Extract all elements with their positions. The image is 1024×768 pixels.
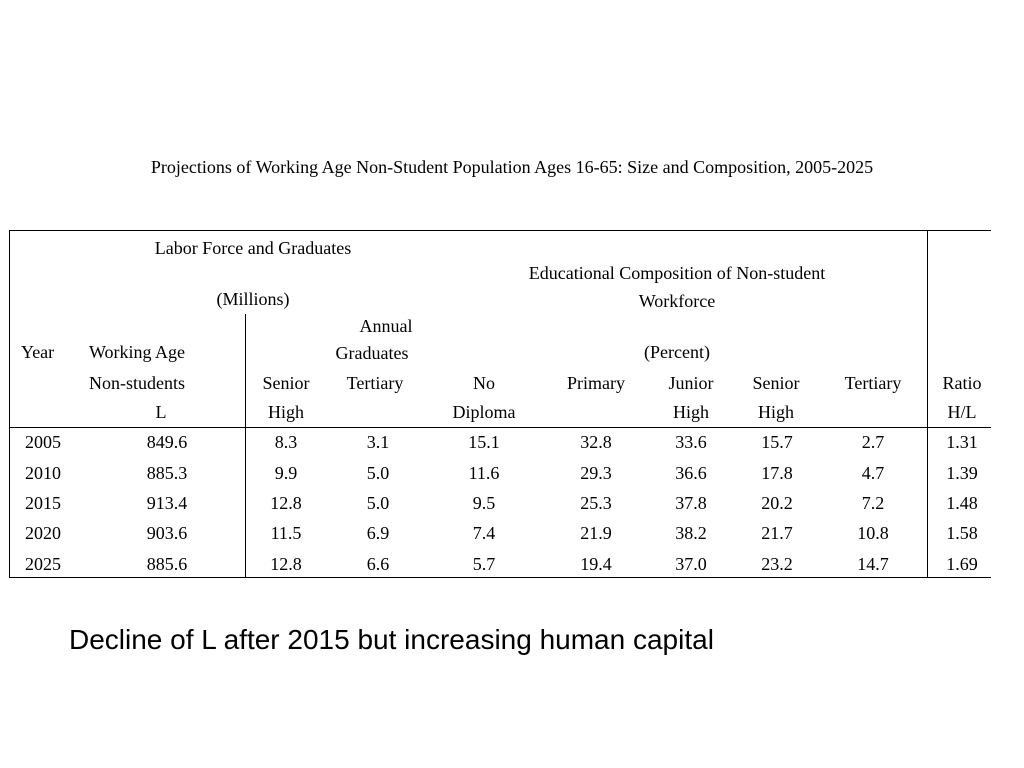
vertical-divider-l: [245, 314, 246, 578]
header-high-3: High: [758, 402, 794, 422]
cell-tertiary-grads: 6.9: [366, 523, 390, 543]
table-left-border: [9, 230, 10, 578]
cell-no-diploma: 15.1: [468, 432, 500, 452]
header-hl: H/L: [947, 402, 977, 422]
cell-no-diploma: 11.6: [468, 463, 500, 483]
header-L: L: [155, 402, 167, 422]
cell-primary: 19.4: [580, 554, 612, 574]
cell-tertiary-pct: 4.7: [861, 463, 885, 483]
cell-primary: 21.9: [580, 523, 612, 543]
header-millions: (Millions): [216, 289, 290, 309]
cell-working-age: 885.3: [146, 463, 188, 483]
cell-senior-high: 8.3: [274, 432, 298, 452]
slide-caption: Decline of L after 2015 but increasing human capital: [69, 624, 714, 655]
cell-tertiary-pct: 7.2: [861, 493, 885, 513]
cell-ratio: 1.39: [946, 463, 978, 483]
cell-working-age: 885.6: [146, 554, 188, 574]
header-senior-2: Senior: [752, 373, 800, 393]
cell-tertiary-pct: 2.7: [861, 432, 885, 452]
cell-primary: 29.3: [580, 463, 612, 483]
cell-tertiary-pct: 10.8: [857, 523, 889, 543]
header-no: No: [473, 373, 495, 393]
cell-junior-high: 38.2: [675, 523, 707, 543]
header-separator: [9, 427, 991, 428]
cell-senior-high-pct: 17.8: [761, 463, 793, 483]
table-bottom-border: [9, 577, 991, 578]
cell-senior-high: 12.8: [270, 554, 302, 574]
header-workforce: Workforce: [638, 291, 716, 311]
cell-tertiary-grads: 5.0: [366, 463, 390, 483]
cell-no-diploma: 5.7: [472, 554, 496, 574]
header-high-2: High: [673, 402, 709, 422]
cell-junior-high: 37.8: [675, 493, 707, 513]
cell-tertiary-grads: 3.1: [366, 432, 390, 452]
cell-senior-high-pct: 15.7: [761, 432, 793, 452]
header-percent: (Percent): [644, 342, 710, 362]
cell-tertiary-pct: 14.7: [857, 554, 889, 574]
header-working-age: Working Age: [89, 342, 186, 362]
cell-working-age: 913.4: [146, 493, 188, 513]
cell-working-age: 903.6: [146, 523, 188, 543]
header-edu-composition: Educational Composition of Non-student: [528, 263, 826, 283]
header-primary: Primary: [567, 373, 625, 393]
table-top-border: [9, 230, 991, 231]
cell-senior-high: 11.5: [270, 523, 302, 543]
cell-primary: 25.3: [580, 493, 612, 513]
cell-junior-high: 36.6: [675, 463, 707, 483]
cell-tertiary-grads: 5.0: [366, 493, 390, 513]
header-senior-1: Senior: [262, 373, 310, 393]
cell-year: 2015: [25, 493, 61, 513]
header-tertiary-1: Tertiary: [346, 373, 404, 393]
cell-working-age: 849.6: [146, 432, 188, 452]
cell-year: 2025: [25, 554, 61, 574]
header-tertiary-2: Tertiary: [844, 373, 902, 393]
cell-senior-high-pct: 21.7: [761, 523, 793, 543]
cell-senior-high: 12.8: [270, 493, 302, 513]
header-high-1: High: [268, 402, 304, 422]
cell-no-diploma: 7.4: [472, 523, 496, 543]
cell-junior-high: 33.6: [675, 432, 707, 452]
cell-senior-high-pct: 23.2: [761, 554, 793, 574]
header-non-students: Non-students: [89, 373, 185, 393]
cell-senior-high-pct: 20.2: [761, 493, 793, 513]
cell-no-diploma: 9.5: [472, 493, 496, 513]
cell-senior-high: 9.9: [274, 463, 298, 483]
header-year: Year: [21, 342, 55, 362]
cell-year: 2020: [25, 523, 61, 543]
vertical-divider-ratio: [927, 230, 928, 578]
cell-tertiary-grads: 6.6: [366, 554, 390, 574]
cell-ratio: 1.48: [946, 493, 978, 513]
cell-ratio: 1.58: [946, 523, 978, 543]
cell-ratio: 1.31: [946, 432, 978, 452]
header-labor-force: Labor Force and Graduates: [154, 238, 352, 258]
header-annual: Annual: [359, 316, 413, 336]
table-title: Projections of Working Age Non-Student Population Ages 16-65: Size and Composition, 2005-2025: [150, 157, 874, 177]
header-graduates: Graduates: [335, 343, 409, 363]
cell-ratio: 1.69: [946, 554, 978, 574]
header-ratio: Ratio: [942, 373, 982, 393]
cell-primary: 32.8: [580, 432, 612, 452]
header-diploma: Diploma: [452, 402, 516, 422]
header-junior: Junior: [668, 373, 714, 393]
cell-year: 2005: [25, 432, 61, 452]
cell-junior-high: 37.0: [675, 554, 707, 574]
cell-year: 2010: [25, 463, 61, 483]
